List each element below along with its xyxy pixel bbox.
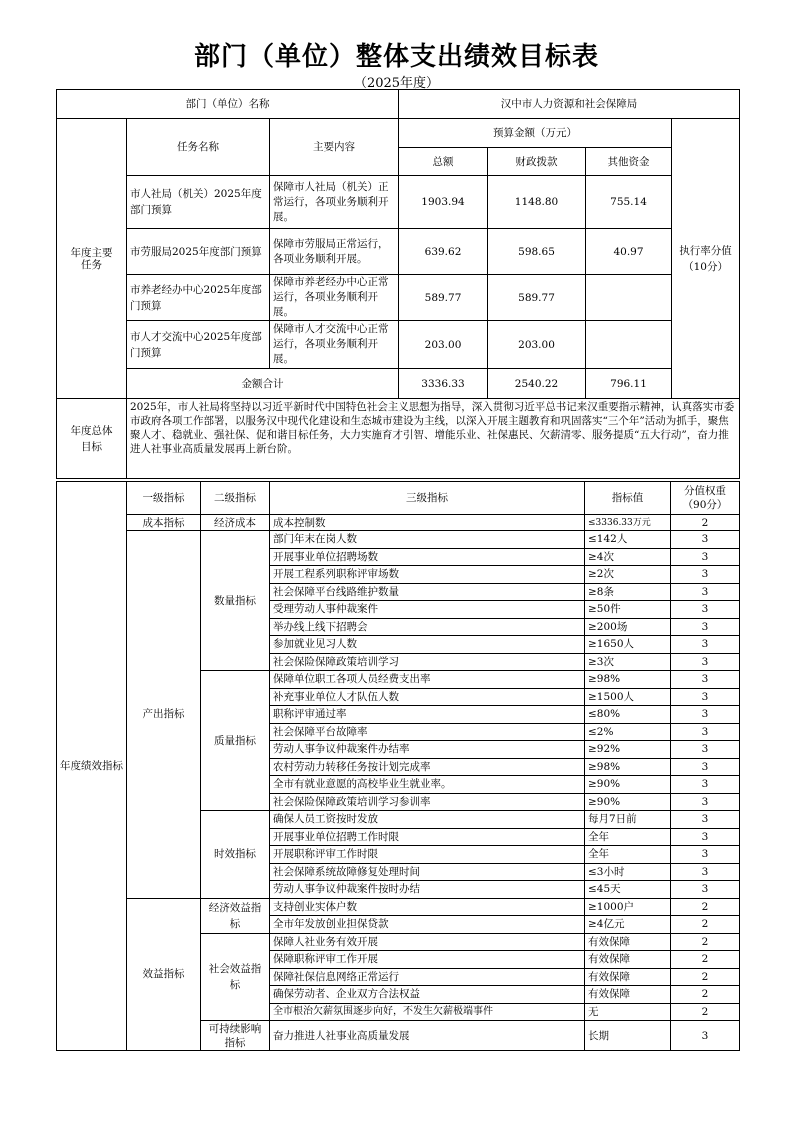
indicator-name: 全市根治欠薪氛围逐步向好，不发生欠薪极端事件 xyxy=(270,1003,585,1021)
indicator-weight: 2 xyxy=(671,898,740,916)
indicator-name: 确保人员工资按时发放 xyxy=(270,811,585,829)
indicator-weight: 3 xyxy=(671,723,740,741)
task-name: 市人社局（机关）2025年度部门预算 xyxy=(127,176,270,229)
indicator-name: 举办线上线下招聘会 xyxy=(270,618,585,636)
unit-value: 汉中市人力资源和社会保障局 xyxy=(399,90,740,119)
indicator-weight: 3 xyxy=(671,881,740,899)
indicator-weight: 3 xyxy=(671,636,740,654)
indicator-value: ≤45天 xyxy=(585,881,671,899)
tasks-table xyxy=(56,89,740,479)
task-content: 保障市人才交流中心正常运行，各项业务顺利开展。 xyxy=(270,321,399,369)
unit-label: 部门（单位）名称 xyxy=(57,90,399,119)
indicator-name: 社会保障系统故障修复处理时间 xyxy=(270,863,585,881)
col-level2: 二级指标 xyxy=(201,482,270,515)
task-fiscal: 203.00 xyxy=(488,321,586,369)
indicator-name: 开展职称评审工作时限 xyxy=(270,846,585,864)
indicator-weight: 2 xyxy=(671,1003,740,1021)
indicator-name: 保障社保信息网络正常运行 xyxy=(270,968,585,986)
goal-label: 年度总体目标 xyxy=(57,399,127,479)
indicator-name: 开展事业单位招聘工作时限 xyxy=(270,828,585,846)
indicator-value: 有效保障 xyxy=(585,951,671,969)
indicator-value: ≥90% xyxy=(585,793,671,811)
task-content: 保障市人社局（机关）正常运行，各项业务顺利开展。 xyxy=(270,176,399,229)
indicator-name: 社会保险保障政策培训学习 xyxy=(270,653,585,671)
benefit-level1: 效益指标 xyxy=(127,898,201,1051)
indicator-value: 有效保障 xyxy=(585,933,671,951)
indicator-value: ≥1000户 xyxy=(585,898,671,916)
indicators-table xyxy=(56,481,740,1051)
indicator-weight: 3 xyxy=(671,566,740,584)
indicator-value: ≤2% xyxy=(585,723,671,741)
col-task-name: 任务名称 xyxy=(127,119,270,176)
task-total: 589.77 xyxy=(399,275,488,321)
indicator-value: ≥1500人 xyxy=(585,688,671,706)
task-name: 市养老经办中心2025年度部门预算 xyxy=(127,275,270,321)
task-other: 755.14 xyxy=(586,176,672,229)
indicator-weight: 3 xyxy=(671,618,740,636)
task-fiscal: 1148.80 xyxy=(488,176,586,229)
sum-fiscal: 2540.22 xyxy=(488,369,586,399)
task-fiscal: 589.77 xyxy=(488,275,586,321)
tasks-section-label: 年度主要任务 xyxy=(57,119,127,399)
indicator-weight: 3 xyxy=(671,776,740,794)
indicator-name: 社会保障平台故障率 xyxy=(270,723,585,741)
col-weight: 分值权重（90分） xyxy=(671,482,740,515)
indicator-weight: 3 xyxy=(671,706,740,724)
col-level3: 三级指标 xyxy=(270,482,585,515)
indicator-name: 确保劳动者、企业双方合法权益 xyxy=(270,986,585,1004)
indicator-name: 保障职称评审工作开展 xyxy=(270,951,585,969)
indicator-name: 受理劳动人事仲裁案件 xyxy=(270,601,585,619)
indicator-name: 社会保障平台线路维护数量 xyxy=(270,583,585,601)
indicator-weight: 3 xyxy=(671,758,740,776)
indicator-value: 长期 xyxy=(585,1021,671,1051)
page-title: 部门（单位）整体支出绩效目标表 xyxy=(193,42,599,72)
col-other: 其他资金 xyxy=(586,148,672,176)
indicator-weight: 3 xyxy=(671,671,740,689)
task-total: 1903.94 xyxy=(399,176,488,229)
indicator-value: ≥8条 xyxy=(585,583,671,601)
sum-other: 796.11 xyxy=(586,369,672,399)
indicator-value: 全年 xyxy=(585,846,671,864)
indicator-weight: 3 xyxy=(671,741,740,759)
indicator-value: ≤142人 xyxy=(585,531,671,549)
indicator-name: 部门年末在岗人数 xyxy=(270,531,585,549)
indicator-name: 社会保险保障政策培训学习参训率 xyxy=(270,793,585,811)
indicator-weight: 2 xyxy=(671,933,740,951)
output-level1: 产出指标 xyxy=(127,531,201,899)
task-fiscal: 598.65 xyxy=(488,229,586,275)
col-task-content: 主要内容 xyxy=(270,119,399,176)
task-name: 市人才交流中心2025年度部门预算 xyxy=(127,321,270,369)
indicator-weight: 3 xyxy=(671,846,740,864)
output-level2-quality: 质量指标 xyxy=(201,671,270,811)
indicator-weight: 3 xyxy=(671,828,740,846)
indicator-value: 有效保障 xyxy=(585,986,671,1004)
indicator-name: 劳动人事争议仲裁案件按时办结 xyxy=(270,881,585,899)
indicator-value: ≥50件 xyxy=(585,601,671,619)
indicator-weight: 3 xyxy=(671,548,740,566)
benefit-level2-economic: 经济效益指标 xyxy=(201,898,270,933)
sum-total: 3336.33 xyxy=(399,369,488,399)
indicator-name: 补充事业单位人才队伍人数 xyxy=(270,688,585,706)
indicator-value: 全年 xyxy=(585,828,671,846)
indicator-weight: 3 xyxy=(671,793,740,811)
indicator-name: 开展工程系列职称评审场数 xyxy=(270,566,585,584)
indicator-name: 保障单位职工各项人员经费支出率 xyxy=(270,671,585,689)
col-exec-score: 执行率分值（10分） xyxy=(672,119,740,399)
indicator-value: ≥2次 xyxy=(585,566,671,584)
benefit-level2-sustainable: 可持续影响指标 xyxy=(201,1021,270,1051)
indicator-weight: 3 xyxy=(671,811,740,829)
col-level1: 一级指标 xyxy=(127,482,201,515)
page-year: （2025年度） xyxy=(353,76,440,91)
indicator-weight: 2 xyxy=(671,515,740,531)
indicator-value: ≥4亿元 xyxy=(585,916,671,934)
benefit-level2-social: 社会效益指标 xyxy=(201,933,270,1021)
indicator-value: ≥3次 xyxy=(585,653,671,671)
indicator-value: 有效保障 xyxy=(585,968,671,986)
output-level2-timeliness: 时效指标 xyxy=(201,811,270,899)
indicator-value: ≤80% xyxy=(585,706,671,724)
indicator-value: ≥4次 xyxy=(585,548,671,566)
indicator-weight: 3 xyxy=(671,583,740,601)
col-total: 总额 xyxy=(399,148,488,176)
indicator-weight: 2 xyxy=(671,916,740,934)
task-other: 40.97 xyxy=(586,229,672,275)
indicator-weight: 3 xyxy=(671,531,740,549)
indicator-weight: 3 xyxy=(671,688,740,706)
indicator-name: 劳动人事争议仲裁案件办结率 xyxy=(270,741,585,759)
indicator-name: 支持创业实体户数 xyxy=(270,898,585,916)
indicator-weight: 2 xyxy=(671,968,740,986)
indicator-name: 开展事业单位招聘场数 xyxy=(270,548,585,566)
indicator-value: ≥90% xyxy=(585,776,671,794)
col-value: 指标值 xyxy=(585,482,671,515)
indicator-weight: 3 xyxy=(671,601,740,619)
indicator-name: 参加就业见习人数 xyxy=(270,636,585,654)
indicator-name: 农村劳动力转移任务按计划完成率 xyxy=(270,758,585,776)
indicator-weight: 2 xyxy=(671,951,740,969)
col-budget: 预算金额（万元） xyxy=(399,119,672,148)
task-other xyxy=(586,321,672,369)
indicator-value: ≥92% xyxy=(585,741,671,759)
cost-level1: 成本指标 xyxy=(127,515,201,531)
indicator-name: 成本控制数 xyxy=(270,515,585,531)
indicators-section-label: 年度绩效指标 xyxy=(57,482,127,1051)
indicator-name: 奋力推进人社事业高质量发展 xyxy=(270,1021,585,1051)
indicator-name: 保障人社业务有效开展 xyxy=(270,933,585,951)
goal-text: 2025年，市人社局将坚持以习近平新时代中国特色社会主义思想为指导，深入贯彻习近平总书记来汉重要指示精神，认真落实市委市政府各项工作部署，以服务汉中现代化建设和生态城市建设为主线，以深入开展主题教育和巩固落实“三个年”活动为抓手，聚焦聚人才、稳就业、强社保、促和谐目标任务，大力实施育才引智、增能乐业、社保惠民、欠薪清零、服务提质“五大行动”，奋力推进人社事业高质量发展再上新台阶。 xyxy=(127,399,740,479)
indicator-value: 无 xyxy=(585,1003,671,1021)
indicator-value: ≥1650人 xyxy=(585,636,671,654)
indicator-name: 职称评审通过率 xyxy=(270,706,585,724)
task-total: 203.00 xyxy=(399,321,488,369)
task-name: 市劳服局2025年度部门预算 xyxy=(127,229,270,275)
indicator-value: 每月7日前 xyxy=(585,811,671,829)
indicator-value: ≤3小时 xyxy=(585,863,671,881)
cost-level2: 经济成本 xyxy=(201,515,270,531)
sum-label: 金额合计 xyxy=(127,369,399,399)
indicator-value: ≤3336.33万元 xyxy=(585,515,671,531)
indicator-name: 全市有就业意愿的高校毕业生就业率。 xyxy=(270,776,585,794)
indicator-weight: 3 xyxy=(671,1021,740,1051)
task-content: 保障市劳服局正常运行，各项业务顺利开展。 xyxy=(270,229,399,275)
indicator-value: ≥98% xyxy=(585,758,671,776)
indicator-value: ≥200场 xyxy=(585,618,671,636)
indicator-weight: 2 xyxy=(671,986,740,1004)
indicator-weight: 3 xyxy=(671,863,740,881)
indicator-weight: 3 xyxy=(671,653,740,671)
indicator-value: ≥98% xyxy=(585,671,671,689)
task-other xyxy=(586,275,672,321)
task-total: 639.62 xyxy=(399,229,488,275)
output-level2-quantity: 数量指标 xyxy=(201,531,270,671)
indicator-name: 全市年发放创业担保贷款 xyxy=(270,916,585,934)
task-content: 保障市养老经办中心正常运行，各项业务顺利开展。 xyxy=(270,275,399,321)
col-fiscal: 财政拨款 xyxy=(488,148,586,176)
